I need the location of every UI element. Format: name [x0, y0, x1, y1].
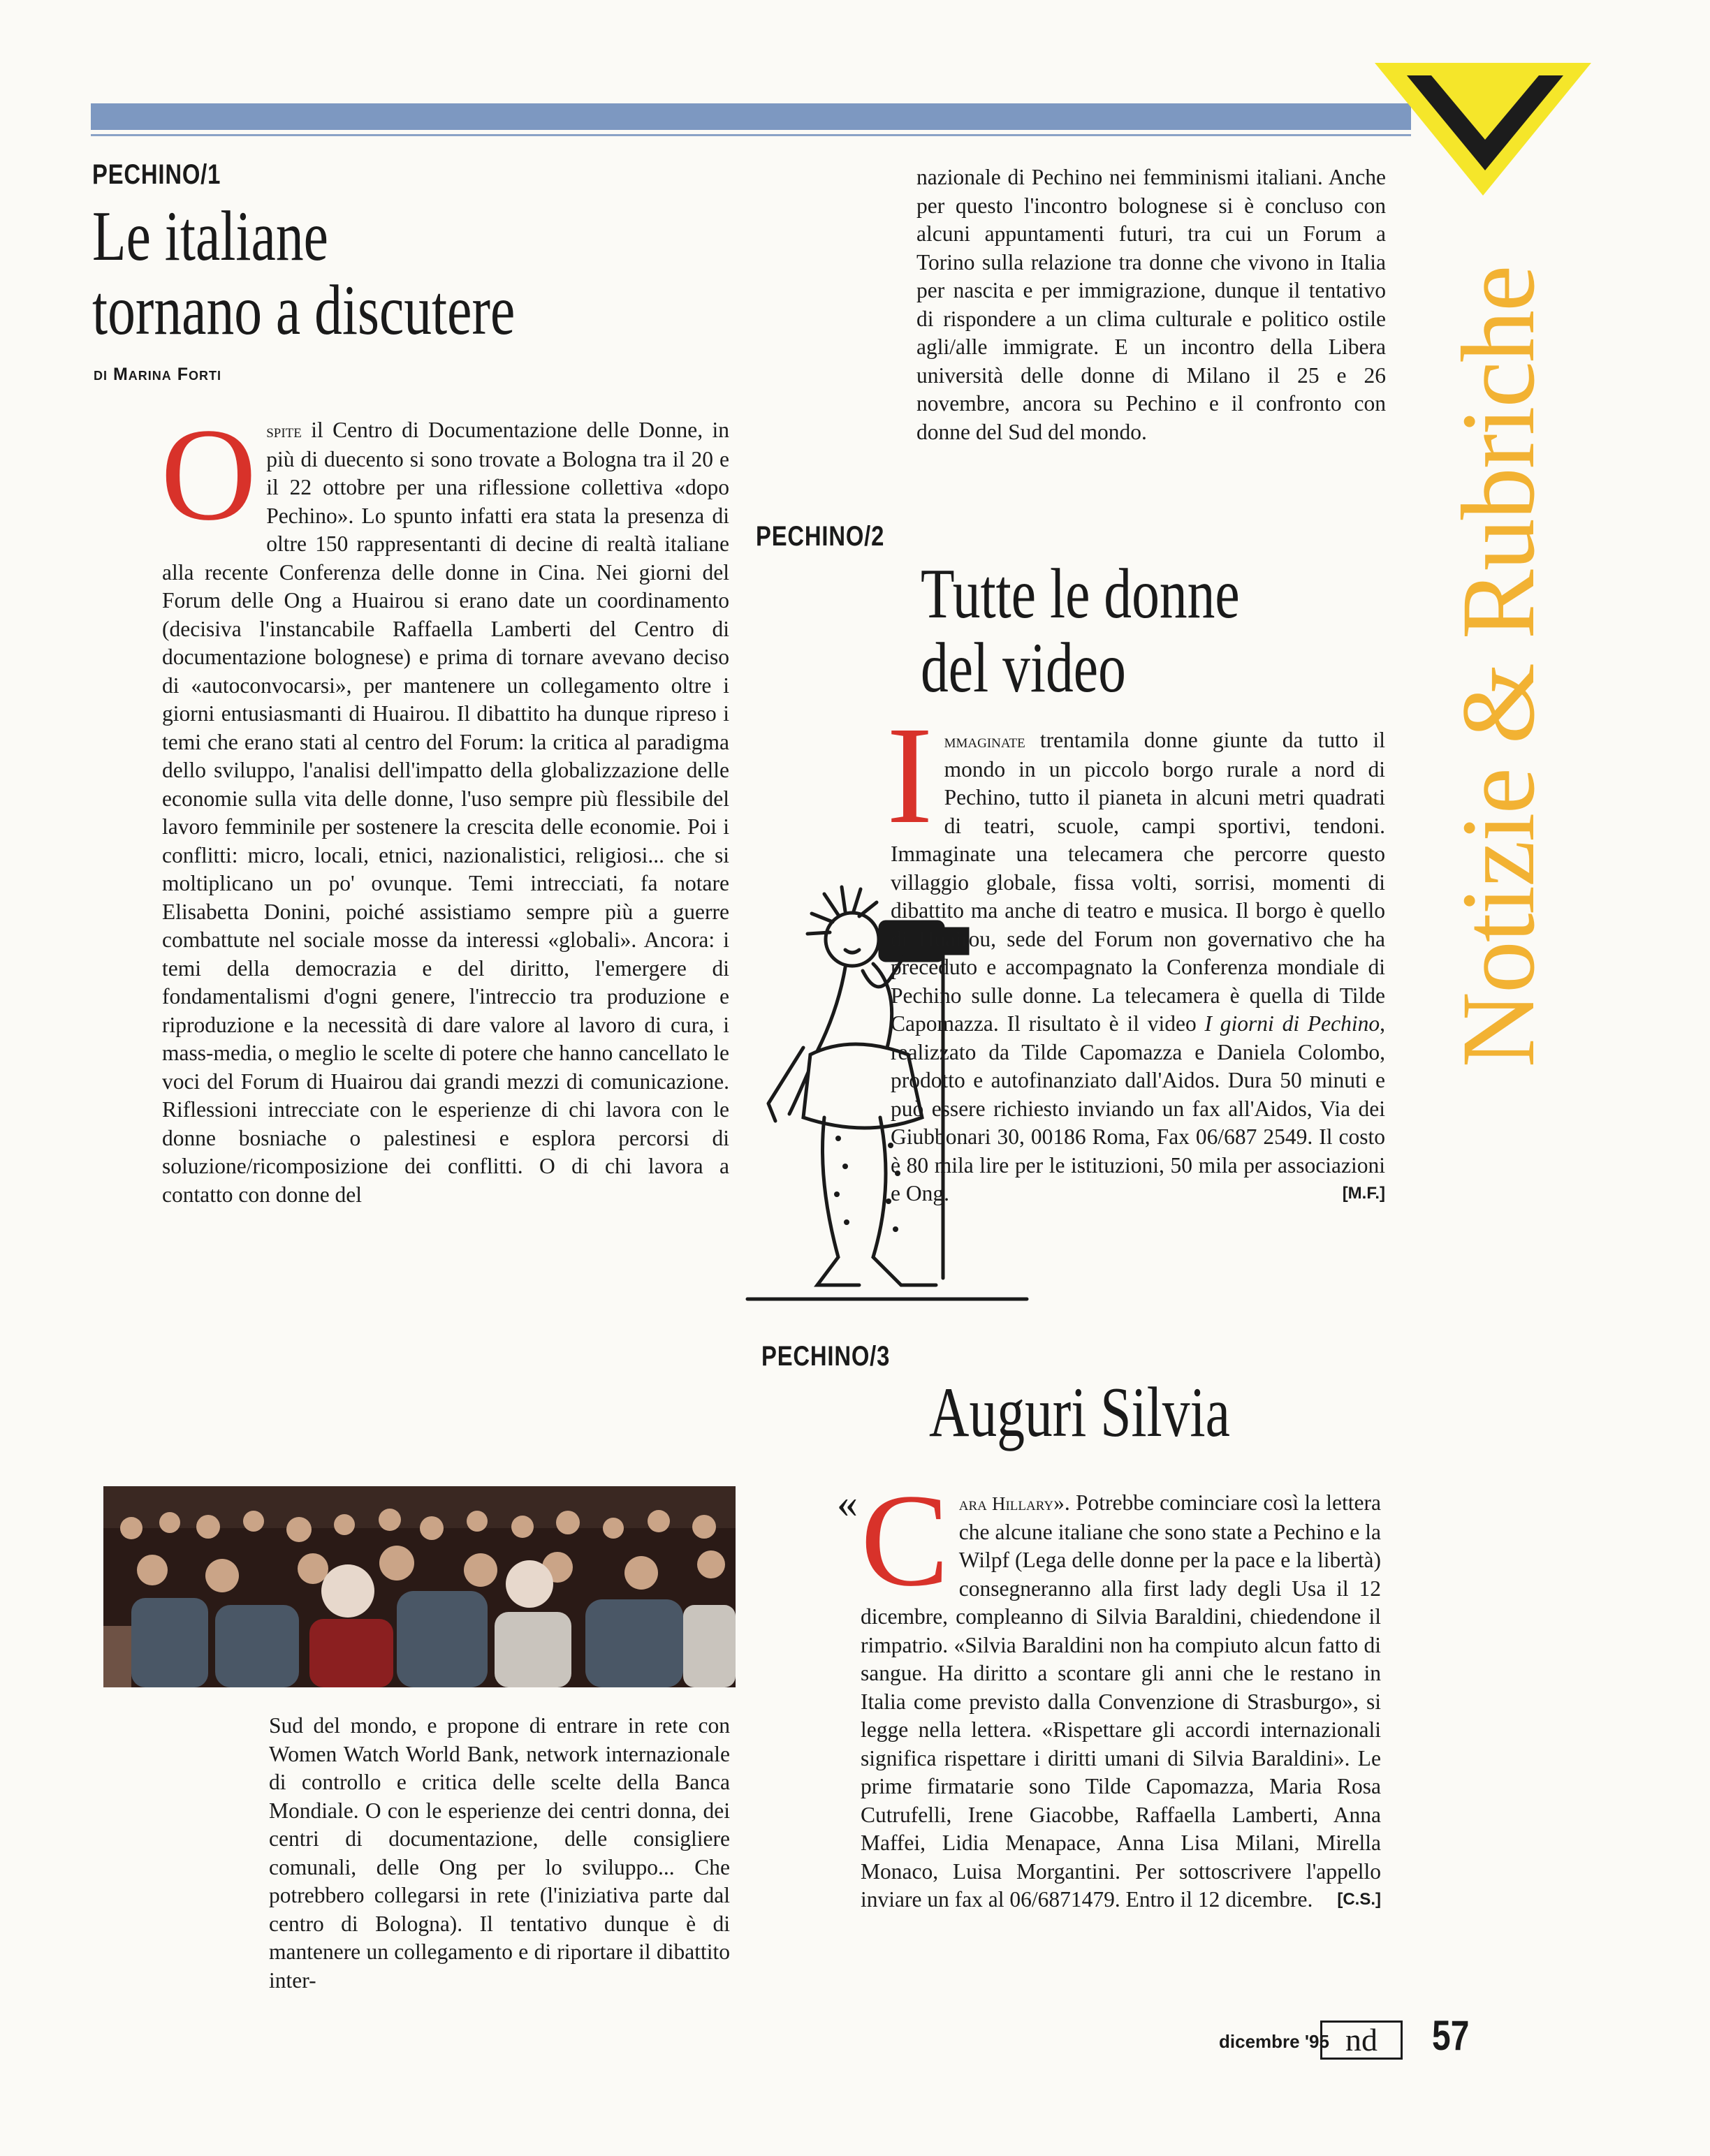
- article2-video-title: I giorni di Pechino: [1204, 1011, 1380, 1036]
- article3-signature: [C.S.]: [1337, 1890, 1381, 1909]
- header-bar: [91, 103, 1411, 130]
- article1-body-col2: nazionale di Pechino nei femminismi italiani. Anche per questo l'incontro bolognese si è concluso con alcuni appuntamenti futuri, tra cui un Forum a Torino sulla relazione tra donne che vivono in Italia per nascita e per immigrazione, dunque il tentativo di rispondere a un clima culturale e politico ostile agli/alle immigrate. E un incontro della Libera università delle donne di Milano il 25 e 26 novembre, ancora su Pechino e il confronto con donne del Sud del mondo.: [916, 165, 1386, 444]
- article1-kicker: PECHINO/1: [92, 159, 221, 190]
- article2-title-line1: Tutte le donne: [921, 555, 1240, 633]
- article2-title-line2: del video: [921, 629, 1126, 707]
- article2-dropcap: I: [886, 698, 933, 853]
- article1-byline: di Marina Forti: [94, 365, 221, 384]
- article1-title-line2: tornano a discutere: [92, 271, 516, 350]
- article3-dropcap: C: [861, 1467, 949, 1614]
- article3-lead-caps: ara Hillary: [958, 1493, 1054, 1514]
- article3-body: [861, 1467, 1381, 1992]
- article2-lead-caps: mmaginate: [944, 731, 1025, 751]
- article1-lead-caps: spite: [266, 420, 302, 441]
- corner-triangle-inner: [1431, 75, 1539, 140]
- audience-photo-graphic: [103, 1486, 736, 1687]
- article2-text-after-title: , realizzato da Tilde Capomazza e Daniela Colombo, prodotto e autofinanziato dall'Aidos. Dura 50 minuti e può essere richiesto inviando un fax all'Aidos, Via dei Giubbonari 30, 00186 Roma, Fax 06/687 2549. Il costo è 80 mila lire per le istituzioni, 50 mila per associazioni e Ong.: [891, 1011, 1385, 1205]
- article2-kicker: PECHINO/2: [756, 521, 885, 552]
- audience-photo: [103, 1486, 736, 1687]
- footer-issue-date: dicembre '95: [1219, 2031, 1329, 2052]
- article2-text-before-title: trentamila donne giunte da tutto il mondo in un piccolo borgo rurale a nord di Pechino, tutto il pianeta in alcuni metri quadrati di teatri, scuole, campi sportivi, tendoni. Immaginate una telecamera che percorre questo villaggio globale, fissa volti, sorrisi, momenti di dibattito ma anche di teatro e musica. Il borgo è quello di Huairou, sede del Forum non governativo che ha preceduto e accompagnato la Conferenza mondiale di Pechino sulle donne. La telecamera è quella di Tilde Capomazza. Il risultato è il video: [891, 728, 1385, 1036]
- article1-title-line1: Le italiane: [92, 197, 328, 276]
- header-rule: [91, 134, 1411, 136]
- page-number: 57: [1432, 2012, 1470, 2059]
- magazine-logo: nd: [1320, 2021, 1403, 2060]
- article1-body-col1: [161, 402, 729, 1460]
- article1-dropcap: O: [161, 402, 257, 548]
- article2-body: [886, 698, 1385, 1292]
- article3-kicker: PECHINO/3: [761, 1341, 891, 1372]
- article1-text-part1: il Centro di Documentazione delle Donne, in più di duecento si sono trovate a Bologna tra il 20 e il 22 ottobre per una riflessione collettiva «dopo Pechino». Lo spunto infatti era stata la presenza di oltre 150 rappresentanti di decine di realtà italiane alla recente Conferenza delle donne in Cina. Nei giorni del Forum delle Ong a Huairou si erano date un coordinamento (decisiva l'instancabile Raffaella Lamberti del Centro di documentazione bolognese) e prima di tornare avevano deciso di «autoconvocarsi», per mantenere un collegamento oltre i giorni entusiasmanti di Huairou. Il dibattito ha dunque ripreso i temi che erano stati al centro del Forum: la critica al paradigma dello sviluppo, l'analisi dell'impatto della globalizzazione delle economie sulla vita delle donne, l'uso sempre più flessibile del lavoro femminile per sostenere la crescita delle economie. Poi i conflitti: micro, locali, etnici, nazionalistici, religiosi... che si moltiplicano un po' ovunque. Temi intrecciati, fa notare Elisabetta Donini, poiché assistiamo sempre più a guerre combattute nel sociale mosse da interessi «globali». Ancora: i temi della democrazia e del diritto, l'emergere di fondamentalismi d'ogni genere, l'intreccio tra produzione e riproduzione e la necessità di dare valore al lavoro di cura, i mass-media, o meglio le scelte di potere che hanno cancellato le voci del Forum di Huairou dai grandi mezzi di comunicazione. Riflessioni intrecciate con le esperienze di chi lavora con le donne bosniache o palestinesi e esplora percorsi di soluzione/ricomposizione dei conflitti. O di chi lavora a contatto con donne del: [162, 418, 729, 1207]
- article1-body-col1-continued: Sud del mondo, e propone di entrare in rete con Women Watch World Bank, network internazionale di controllo e critica delle scelte della Banca Mondiale. O con le esperienze dei centri donna, dei centri di documentazione, delle consigliere comunali, delle Ong per lo sviluppo... Che potrebbero collegarsi in rete (l'iniziativa parte dal centro di Bologna). Il tentativo dunque è di mantenere un collegamento e di riportare il dibattito inter-: [269, 1713, 730, 1993]
- article3-open-quote: «: [837, 1480, 858, 1526]
- article2-signature: [M.F.]: [1342, 1184, 1385, 1203]
- article3-title: Auguri Silvia: [929, 1373, 1230, 1452]
- section-rubric: Notizie & Rubriche: [1440, 266, 1556, 1068]
- article3-text: ». Potrebbe cominciare così la lettera che alcune italiane che sono state a Pechino e la Wilpf (Lega delle donne per la pace e la libertà) consegneranno alla first lady degli Usa il 12 dicembre, compleanno di Silvia Baraldini, chiedendone il rimpatrio. «Silvia Baraldini non ha compiuto alcun fatto di sangue. Ha diritto a scontare gli anni che le restano in Italia come previsto dalla Convenzione di Strasburgo», si legge nella lettera. «Rispettare gli accordi internazionali significa rispettare i diritti umani di Silvia Baraldini». Le prime firmatarie sono Tilde Capomazza, Maria Rosa Cutrufelli, Irene Giacobbe, Raffaella Lamberti, Anna Maffei, Lidia Menapace, Anna Lisa Milani, Mirella Monaco, Luisa Morgantini. Per sottoscrivere l'appello inviare un fax al 06/6871479. Entro il 12 dicembre.: [861, 1490, 1381, 1912]
